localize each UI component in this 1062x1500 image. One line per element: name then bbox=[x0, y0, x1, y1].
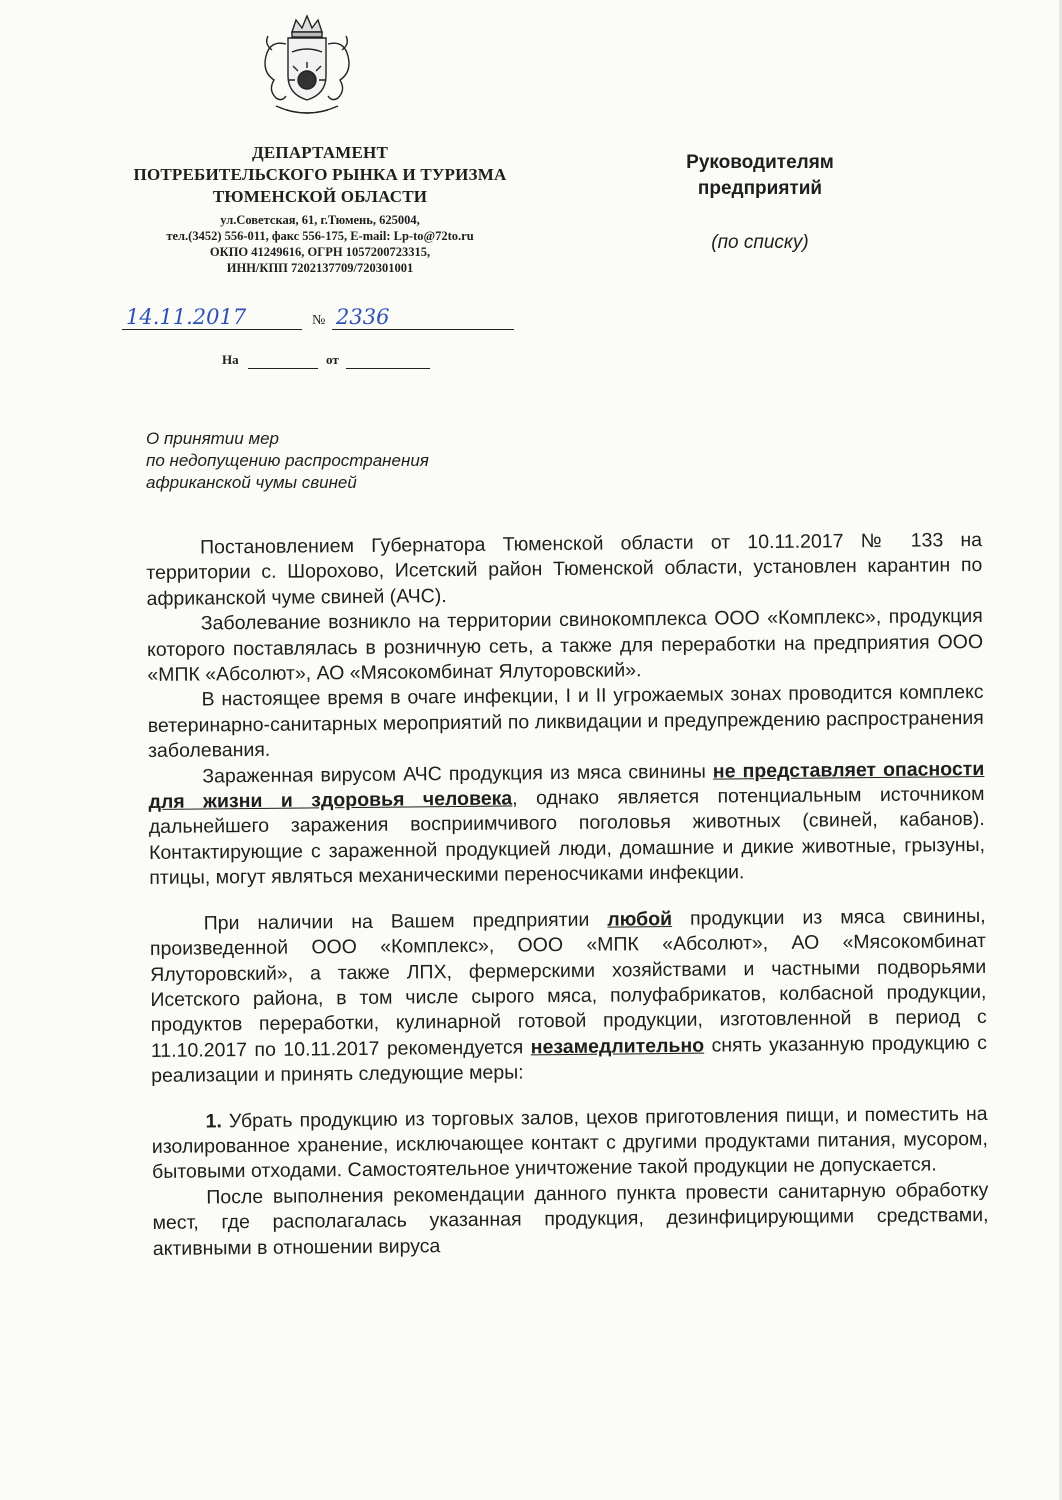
registration-date: 14.11.2017 bbox=[126, 305, 247, 329]
tyumen-coat-of-arms-icon bbox=[246, 10, 368, 122]
body-paragraph: После выполнения рекомендации данного пункта провести санитарную обработку мест, где располагалась указанная продукция, дезинфицирующими средствами, активными в отношении вируса bbox=[152, 1178, 989, 1260]
ref-on-label: На bbox=[222, 352, 239, 367]
sender-contacts bbox=[100, 212, 540, 276]
text-run: продукции из мяса свинины, произведенной ООО «Комплекс», ООО «МПК «Абсолют», АО «Мясокомбинат Ялуторовский», а также ЛПХ, фермерскими хозяйствами и частными подворьями Исетского района, в том числе сырого мяса, полуфабрикатов, колбасной продукции, продуктов переработки, кулинарной готовой продукции, изготовленной в период с 11.10.2017 по 10.11.2017 рекомендуется bbox=[149, 904, 987, 1062]
sender-address: ул.Советская, 61, г.Тюмень, 625004, bbox=[220, 213, 420, 227]
date-underline bbox=[122, 329, 302, 330]
recipient-note: (по списку) bbox=[711, 232, 809, 253]
ref-from-label: от bbox=[326, 352, 339, 367]
body-paragraph bbox=[148, 757, 985, 892]
sender-inn-kpp: ИНН/КПП 7202137709/720301001 bbox=[226, 261, 414, 275]
emphasis-any: любой bbox=[607, 907, 673, 931]
subject-line: по недопущению распространения bbox=[146, 451, 429, 470]
sender-name-line: ТЮМЕНСКОЙ ОБЛАСТИ bbox=[212, 187, 428, 206]
registration-number: 2336 bbox=[336, 305, 390, 329]
ref-on-underline bbox=[248, 368, 318, 369]
sender-okpo-ogrn: ОКПО 41249616, ОГРН 1057200723315, bbox=[209, 245, 431, 259]
body-paragraph: Постановлением Губернатора Тюменской области от 10.11.2017 № 133 на территории с. Шорохово, Исетский район Тюменской области, установлен карантин по африканской чуме свиней (АЧС). bbox=[146, 528, 983, 610]
list-number: 1. bbox=[205, 1109, 222, 1132]
text-run: снять указанную продукцию с реализации и принять следующие меры: bbox=[151, 1031, 988, 1088]
ref-from-underline bbox=[346, 368, 430, 369]
subject-line: африканской чумы свиней bbox=[146, 473, 357, 492]
text-run: Зараженная вирусом АЧС продукция из мяса свинины bbox=[202, 760, 713, 788]
text-run: При наличии на Вашем предприятии bbox=[203, 908, 608, 935]
sender-block bbox=[100, 142, 540, 276]
number-label: № bbox=[312, 313, 326, 328]
body-paragraph: В настоящее время в очаге инфекции, I и II угрожаемых зонах проводится комплекс ветеринарно-санитарных мероприятий по ликвидации и предупреждению распространения заболевания. bbox=[147, 681, 984, 763]
sender-name-line: ДЕПАРТАМЕНТ bbox=[251, 143, 389, 162]
letter-subject bbox=[146, 428, 566, 494]
body-paragraph bbox=[152, 1101, 989, 1185]
subject-line: О принятии мер bbox=[146, 429, 280, 448]
text-run: , однако является потенциальным источником дальнейшего заражения восприимчивого поголовья животных (свиней, кабанов). Контактирующие с зараженной продукцией люди, домашние и дикие животные, грызуны, птицы, могут являться механическими переносчиками инфекции. bbox=[148, 783, 986, 890]
recipient-title: предприятий bbox=[697, 178, 823, 199]
sender-phone-email: тел.(3452) 556-011, факс 556-175, E-mail: Lp-to@72to.ru bbox=[166, 229, 474, 243]
body-paragraph: Заболевание возникло на территории свинокомплекса ООО «Комплекс», продукция которого поставлялась в розничную сеть, а также для переработки на предприятия ООО «МПК «Абсолют», АО «Мясокомбинат Ялуторовский». bbox=[146, 605, 984, 687]
text-run: Убрать продукцию из торговых залов, цехов приготовления пищи, и поместить на изолированное хранение, исключающее контакт с другими продуктами питания, мусором, бытовыми отходами. Самостоятельное уничтожение такой продукции не допускается. bbox=[151, 1102, 988, 1184]
reference-line bbox=[222, 352, 432, 374]
sender-name-line: ПОТРЕБИТЕЛЬСКОГО РЫНКА И ТУРИЗМА bbox=[133, 165, 507, 184]
emphasis-immediately: незамедлительно bbox=[530, 1034, 705, 1059]
recipient-block bbox=[640, 150, 880, 256]
recipient-title: Руководителям bbox=[686, 152, 834, 173]
emphasis-no-danger: не представляет опасности для жизни и здоровья человека bbox=[148, 757, 985, 814]
number-underline bbox=[332, 329, 514, 330]
letter-body bbox=[146, 528, 989, 1262]
body-paragraph bbox=[150, 904, 988, 1090]
registration-line bbox=[122, 303, 514, 333]
